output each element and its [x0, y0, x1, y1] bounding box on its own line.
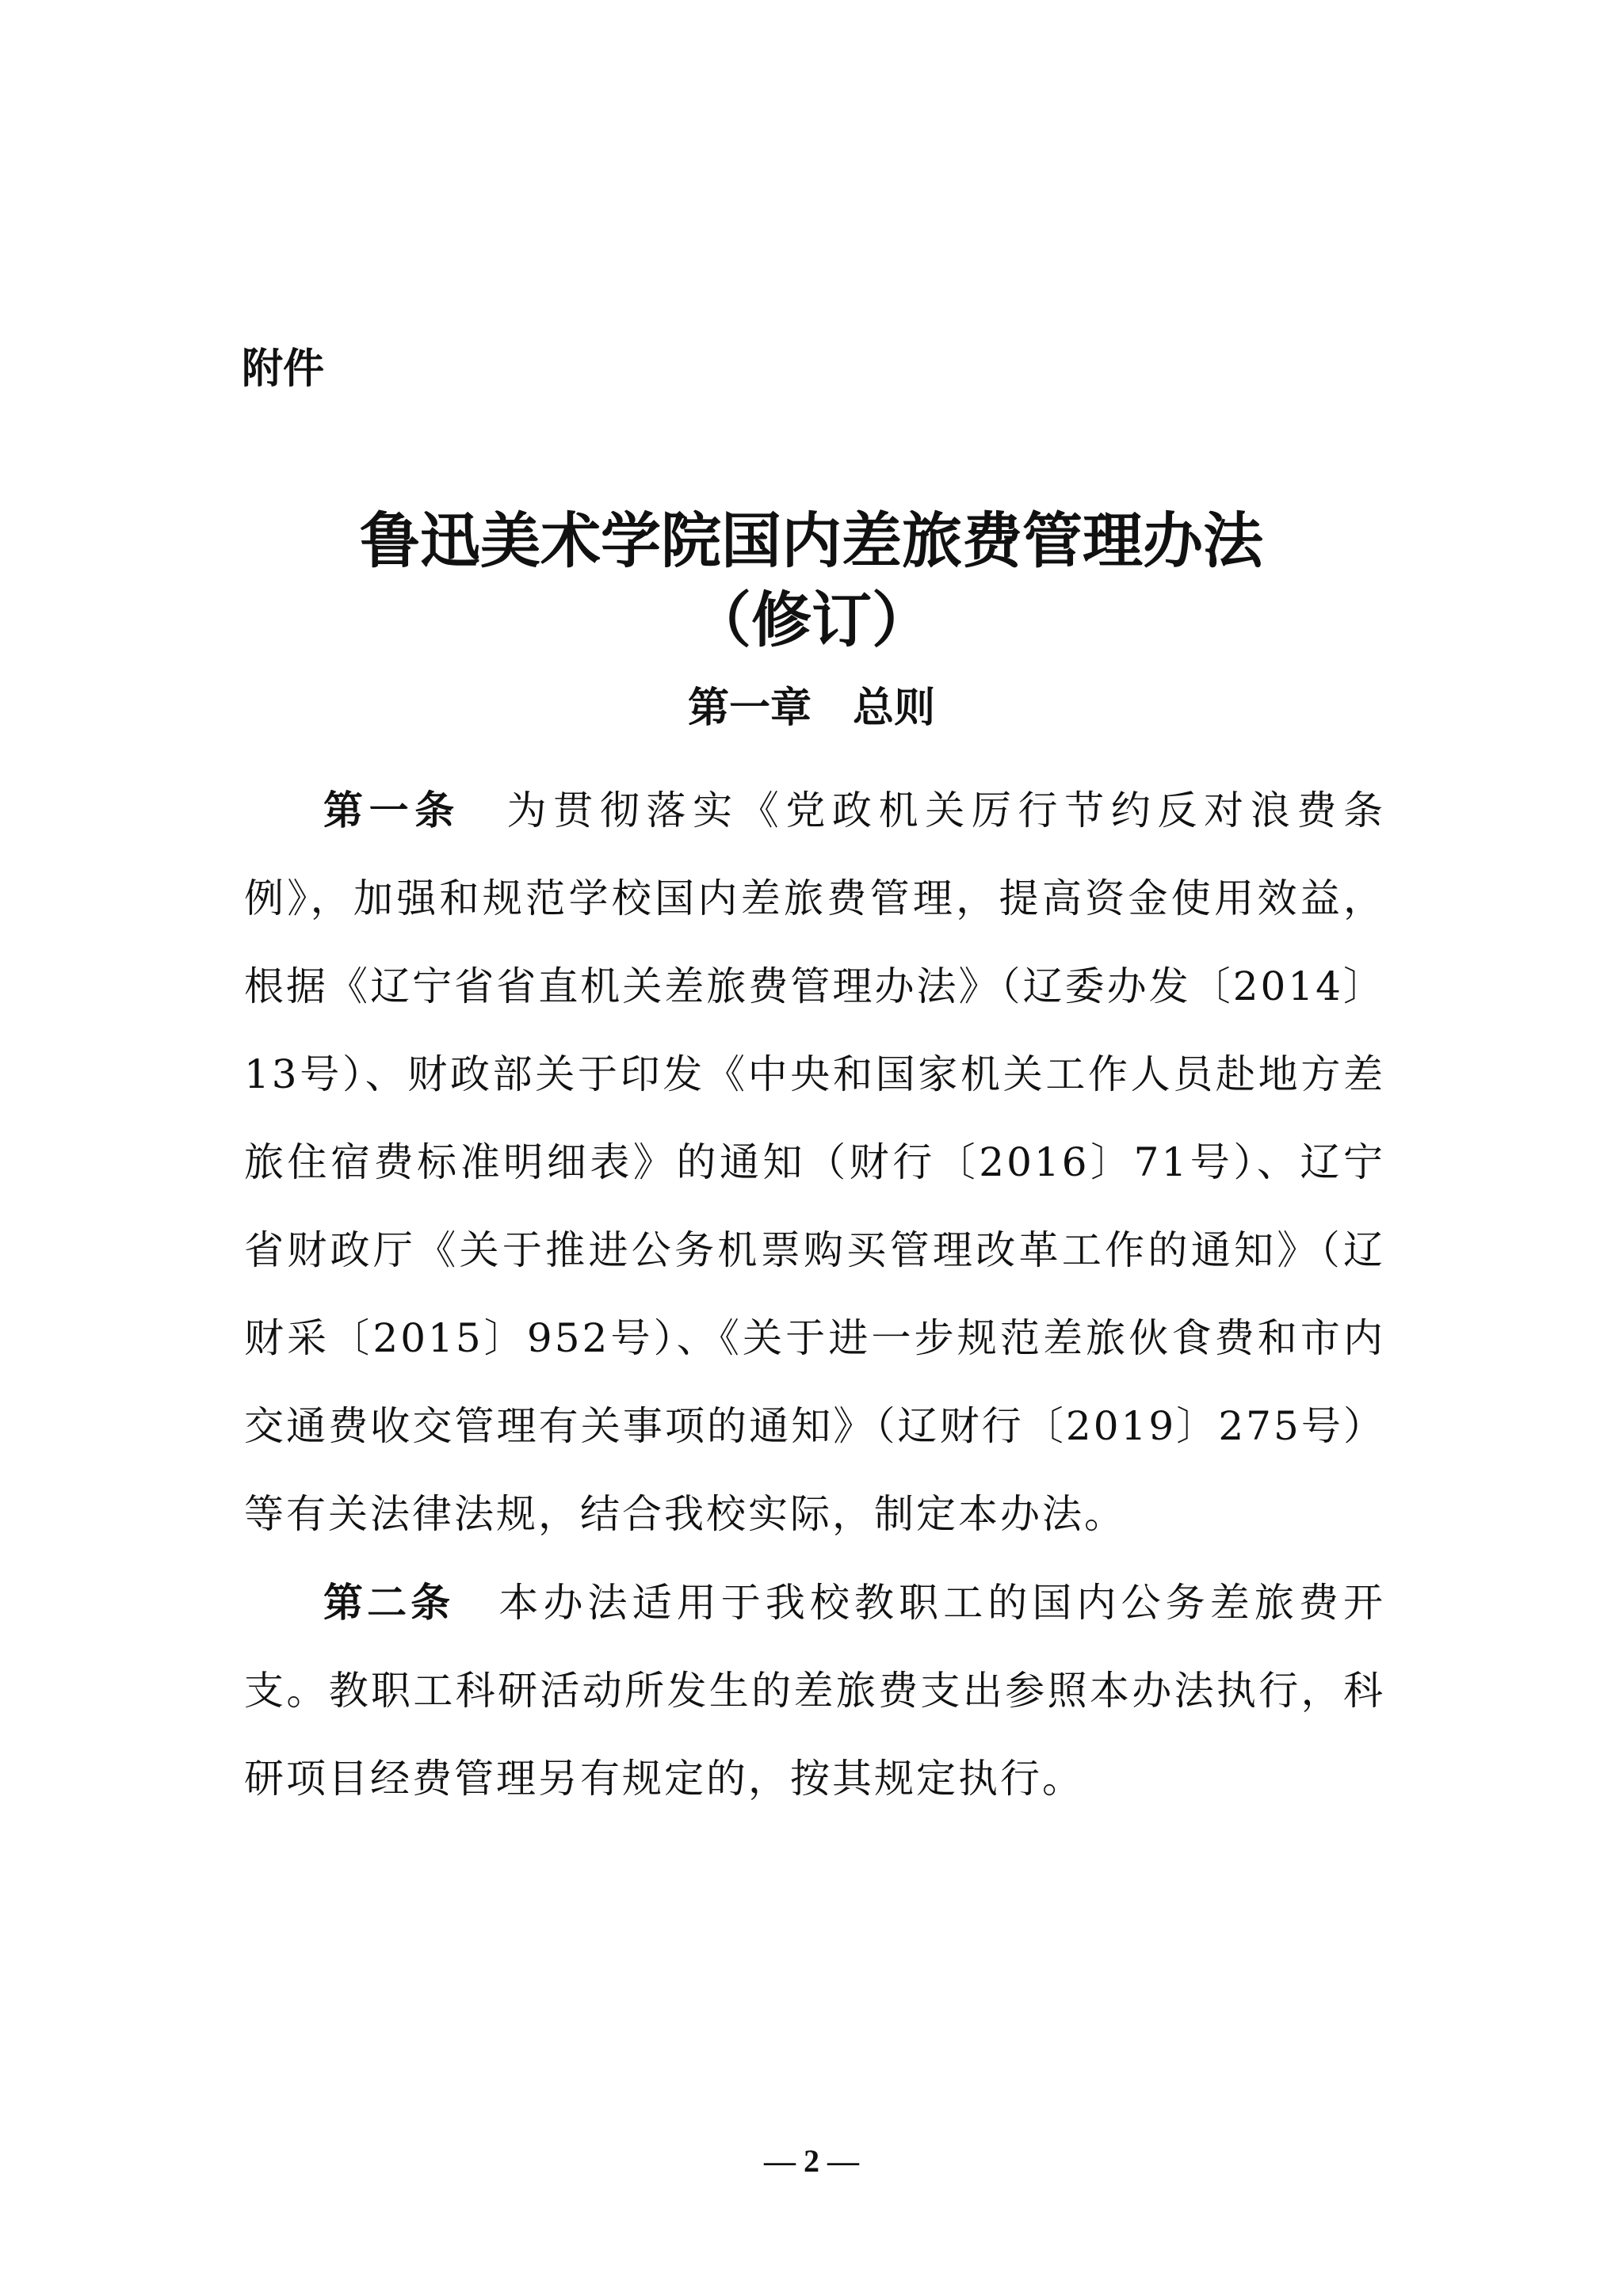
article-1 — [244, 767, 1385, 1558]
page-number: — 2 — — [764, 2143, 859, 2179]
document-title: 鲁迅美术学院国内差旅费管理办法 — [360, 505, 1263, 576]
document-subtitle: （修订） — [691, 585, 932, 655]
article-2-label: 第二条 — [323, 1580, 455, 1626]
article-1-label: 第一条 — [323, 788, 460, 833]
article-2-text: 本办法适用于我校教职工的国内公务差旅费开支。教职工科研活动所发生的差旅费支出参照本办法执行，科研项目经费管理另有规定的，按其规定执行。 — [244, 1580, 1386, 1802]
chapter-heading: 第一章 总则 — [687, 685, 935, 732]
attachment-label: 附件 — [242, 345, 325, 393]
article-2 — [244, 1559, 1385, 1823]
article-1-text: 为贯彻落实《党政机关厉行节约反对浪费条例》，加强和规范学校国内差旅费管理，提高资金使用效益，根据《辽宁省省直机关差旅费管理办法》（辽委办发〔2014〕13号）、财政部关于印发《中央和国家机关工作人员赴地方差旅住宿费标准明细表》的通知（财行〔2016〕71号）、辽宁省财政厅《关于推进公务机票购买管理改革工作的通知》（辽财采〔2015〕952号）、《关于进一步规范差旅伙食费和市内交通费收交管理有关事项的通知》（辽财行〔2019〕275号）等有关法律法规，结合我校实际，制定本办法。 — [244, 788, 1386, 1537]
